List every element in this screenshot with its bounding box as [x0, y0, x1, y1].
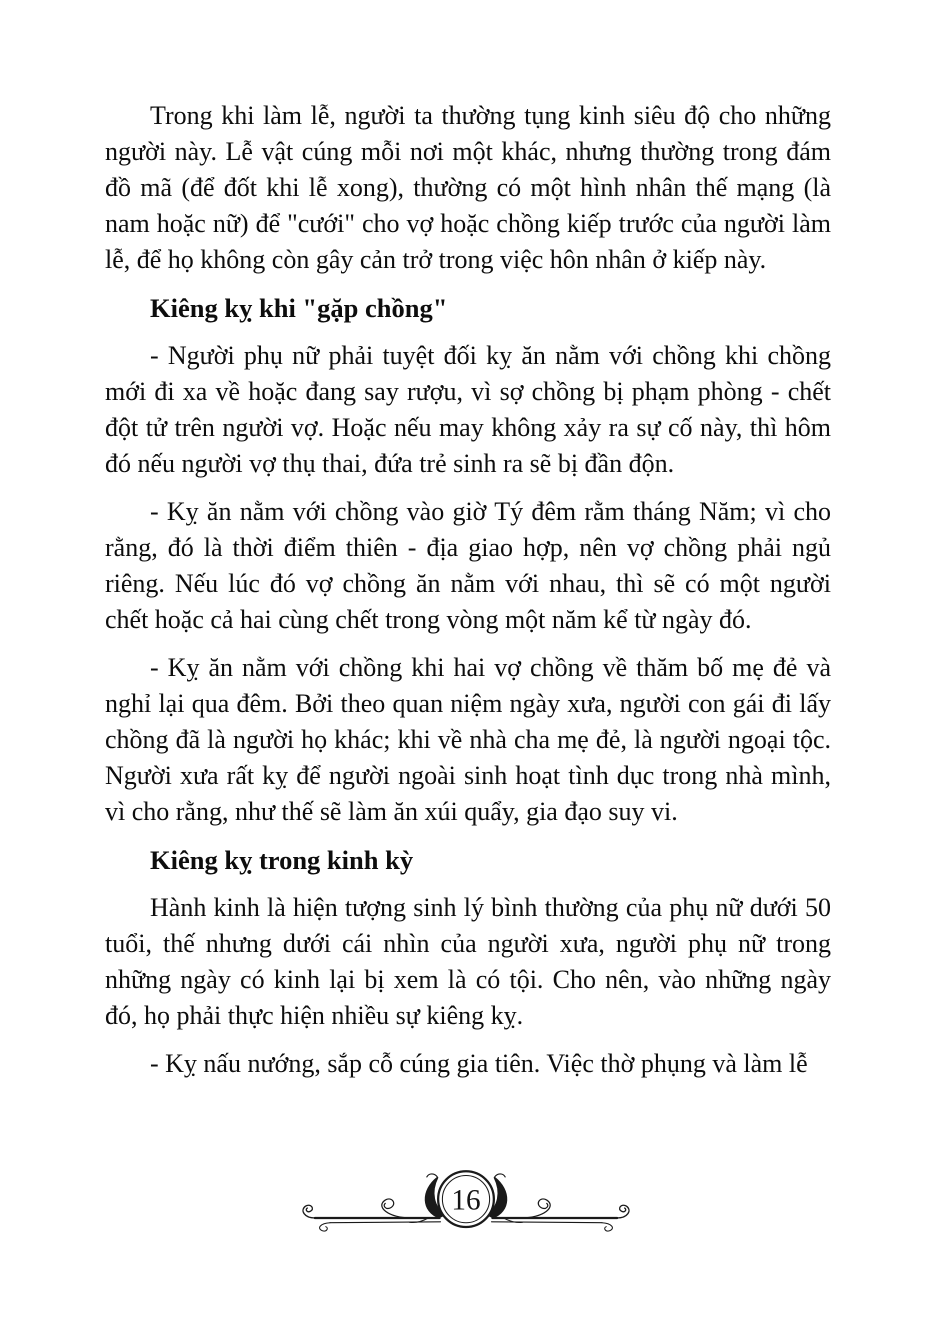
body-paragraph: - Kỵ nấu nướng, sắp cỗ cúng gia tiên. Việc thờ phụng và làm lễ: [150, 1049, 808, 1078]
section-heading: Kiêng kỵ khi "gặp chồng": [150, 293, 448, 323]
page-number-medallion: [438, 1171, 494, 1227]
body-paragraph: - Kỵ ăn nằm với chồng vào giờ Tý đêm rằm tháng Năm; vì cho rằng, đó là thời điểm thiên - địa giao hợp, nên vợ chồng phải ngủ riêng. Nếu lúc đó vợ chồng ăn nằm với nhau, thì sẽ có một người chết hoặc cả hai cùng chết trong vòng một năm kể từ ngày đó.: [105, 497, 831, 634]
body-paragraph: - Kỵ ăn nằm với chồng khi hai vợ chồng về thăm bố mẹ đẻ và nghỉ lại qua đêm. Bởi theo quan niệm ngày xưa, người con gái đi lấy chồng đã là người họ khác; khi về nhà cha mẹ đẻ, là người ngoại tộc. Người xưa rất kỵ để người ngoài sinh hoạt tình dục trong nhà mình, vì cho rằng, như thế sẽ làm ăn xúi quẩy, gia đạo suy vi.: [105, 653, 831, 826]
body-paragraph: Trong khi làm lễ, người ta thường tụng kinh siêu độ cho những người này. Lễ vật cúng mỗi nơi một khác, nhưng thường trong đám đồ mã (để đốt khi lễ xong), thường có một hình nhân thế mạng (là nam hoặc nữ) để "cưới" cho vợ hoặc chồng kiếp trước của người làm lễ, để họ không còn gây cản trở trong việc hôn nhân ở kiếp này.: [105, 101, 831, 274]
flourish-left-icon: [303, 1174, 446, 1231]
page-number: 16: [450, 1184, 481, 1217]
page-footer-ornament: [0, 1163, 931, 1239]
flourish-right-icon: [485, 1174, 628, 1231]
book-page: [105, 0, 831, 1082]
section-heading: Kiêng kỵ trong kinh kỳ: [150, 845, 414, 875]
body-paragraph: Hành kinh là hiện tượng sinh lý bình thường của phụ nữ dưới 50 tuổi, thế nhưng dưới cái nhìn của người xưa, người phụ nữ trong những ngày có kinh lại bị xem là có tội. Cho nên, vào những ngày đó, họ phải thực hiện nhiều sự kiêng kỵ.: [105, 893, 831, 1030]
body-paragraph: - Người phụ nữ phải tuyệt đối kỵ ăn nằm với chồng khi chồng mới đi xa về hoặc đang say rượu, vì sợ chồng bị phạm phòng - chết đột tử trên người vợ. Hoặc nếu may không xảy ra sự cố này, thì hôm đó nếu người vợ thụ thai, đứa trẻ sinh ra sẽ bị đần độn.: [105, 341, 831, 478]
